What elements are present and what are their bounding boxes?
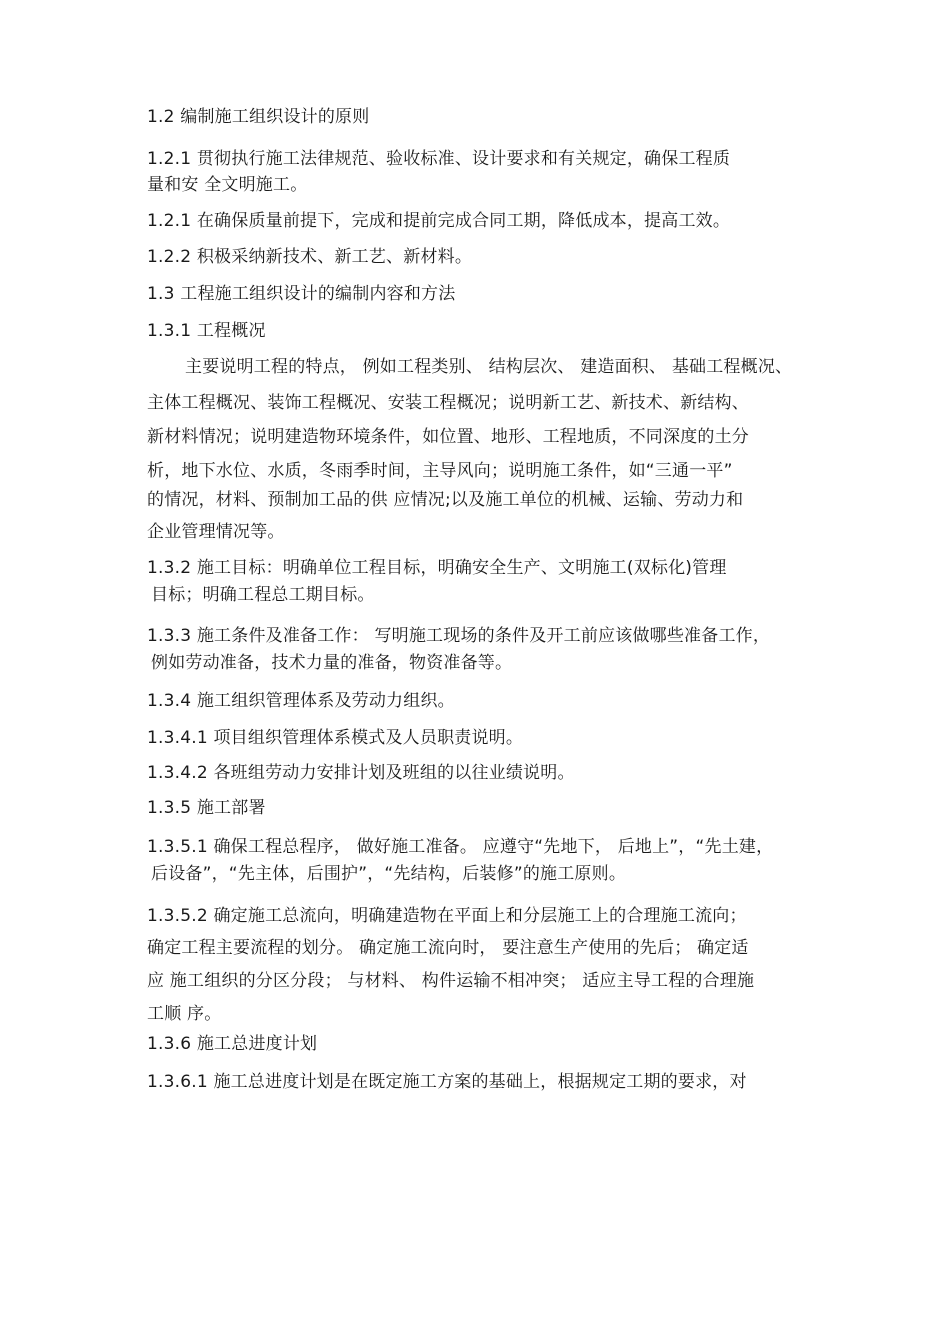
paragraph-line: 确定工程主要流程的划分。 确定施工流向时， 要注意生产使用的先后； 确定适 — [147, 938, 749, 958]
paragraph-line: 析，地下水位、水质，冬雨季时间，主导风向；说明施工条件，如“三通一平” — [147, 461, 733, 481]
paragraph-line: 1.3.2 施工目标：明确单位工程目标，明确安全生产、文明施工(双标化)管理 — [147, 558, 727, 578]
section-heading-1-2: 1.2 编制施工组织设计的原则 — [147, 107, 370, 127]
paragraph-line: 企业管理情况等。 — [147, 522, 285, 542]
paragraph-line: 1.2.1 在确保质量前提下，完成和提前完成合同工期，降低成本，提高工效。 — [147, 211, 731, 231]
paragraph-line: 后设备”，“先主体，后围护”，“先结构，后装修”的施工原则。 — [151, 864, 627, 884]
subsection-heading: 1.3.4 施工组织管理体系及劳动力组织。 — [147, 691, 455, 711]
paragraph-line: 主体工程概况、装饰工程概况、安装工程概况；说明新工艺、新技术、新结构、 — [147, 393, 749, 413]
paragraph-line: 应 施工组织的分区分段； 与材料、 构件运输不相冲突； 适应主导工程的合理施 — [147, 971, 755, 991]
paragraph-line: 的情况，材料、预制加工品的供 应情况;以及施工单位的机械、运输、劳动力和 — [147, 490, 744, 510]
subsection-heading: 1.3.5 施工部署 — [147, 798, 266, 818]
paragraph-line: 工顺 序。 — [147, 1004, 222, 1024]
subsection-heading: 1.3.6 施工总进度计划 — [147, 1034, 318, 1054]
paragraph-line: 1.2.2 积极采纳新技术、新工艺、新材料。 — [147, 247, 473, 267]
paragraph-line: 主要说明工程的特点， 例如工程类别、 结构层次、 建造面积、 基础工程概况、 — [185, 357, 793, 377]
paragraph-line: 1.3.5.2 确定施工总流向，明确建造物在平面上和分层施工上的合理施工流向； — [147, 906, 747, 926]
paragraph-line: 1.3.4.2 各班组劳动力安排计划及班组的以往业绩说明。 — [147, 763, 575, 783]
section-heading-1-3: 1.3 工程施工组织设计的编制内容和方法 — [147, 284, 456, 304]
paragraph-line: 1.3.3 施工条件及准备工作： 写明施工现场的条件及开工前应该做哪些准备工作， — [147, 626, 771, 646]
paragraph-line: 1.3.6.1 施工总进度计划是在既定施工方案的基础上，根据规定工期的要求，对 — [147, 1072, 747, 1092]
paragraph-line: 1.2.1 贯彻执行施工法律规范、验收标准、设计要求和有关规定，确保工程质 — [147, 149, 731, 169]
paragraph-line: 1.3.4.1 项目组织管理体系模式及人员职责说明。 — [147, 728, 524, 748]
paragraph-line: 例如劳动准备，技术力量的准备，物资准备等。 — [151, 653, 513, 673]
paragraph-line: 目标；明确工程总工期目标。 — [151, 585, 375, 605]
subsection-heading: 1.3.1 工程概况 — [147, 321, 266, 341]
paragraph-line: 1.3.5.1 确保工程总程序， 做好施工准备。 应遵守“先地下， 后地上”，“先土建， — [147, 837, 774, 857]
paragraph-line: 新材料情况；说明建造物环境条件，如位置、地形、工程地质，不同深度的土分 — [147, 427, 749, 447]
paragraph-line: 量和安 全文明施工。 — [147, 175, 308, 195]
